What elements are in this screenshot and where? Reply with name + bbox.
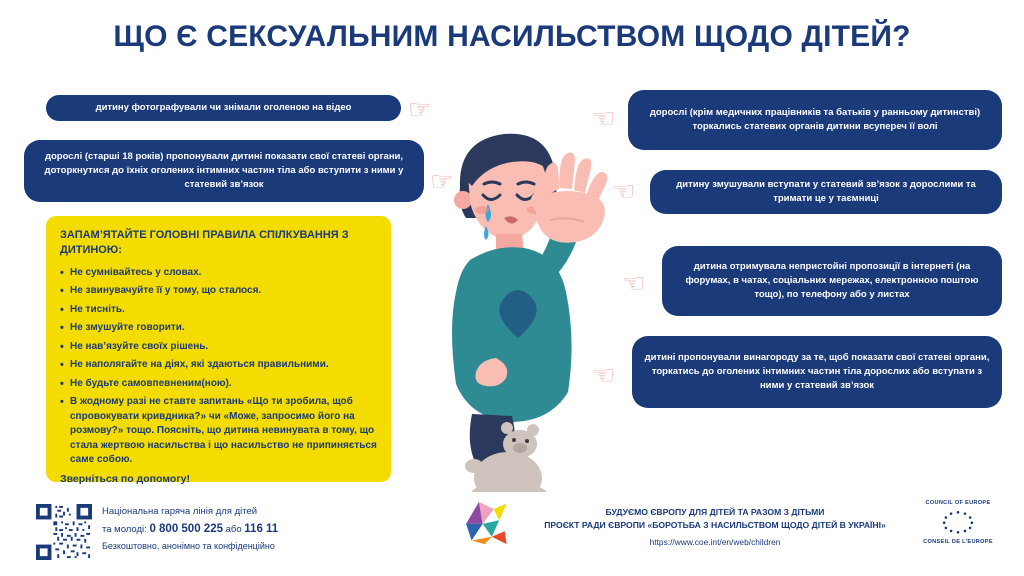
- eu-stars-icon: [917, 508, 999, 534]
- hotline-prefix: та молоді:: [102, 523, 150, 535]
- pointing-hand-icon: ☞: [430, 166, 454, 196]
- pointing-hand-icon: ☞: [592, 360, 616, 390]
- advice-cta: Зверніться по допомогу!: [60, 472, 191, 485]
- coe-logo-label-fr: CONSEIL DE L'EUROPE: [923, 538, 993, 545]
- coe-programme-text: [500, 506, 930, 549]
- advice-title: ЗАПАМ’ЯТАЙТЕ ГОЛОВНІ ПРАВИЛА СПІЛКУВАННЯ З ДИТИНОЮ:: [60, 229, 349, 256]
- bubble-online-proposals: дитина отримувала непристойні пропозиції в інтернеті (на форумах, в чатах, соціальних мережах, електронною поштою тощо), по телефону або у листах: [662, 246, 1002, 316]
- bubble-reward-offered: дитині пропонували винагороду за те, щоб показати свої статеві органи, торкатись до оголених інтимних частин тіла дорослих або вступати з ними у статевий зв’язок: [632, 336, 1002, 408]
- advice-list: [60, 266, 377, 468]
- hotline-number-secondary[interactable]: 116 11: [244, 522, 279, 535]
- page-title: ЩО Є СЕКСУАЛЬНИМ НАСИЛЬСТВОМ ЩОДО ДІТЕЙ?: [113, 20, 911, 53]
- qr-code-icon[interactable]: [36, 504, 92, 560]
- building-europe-logo: [462, 500, 518, 546]
- pointing-hand-icon: ☞: [612, 176, 636, 206]
- list-item: • Не нав’язуйте своїх рішень.: [60, 340, 377, 355]
- hotline-number-primary[interactable]: 0 800 500 225: [149, 522, 223, 535]
- list-item: • Не звинувачуйте її у тому, що сталося.: [60, 284, 377, 299]
- list-item: • Не наполягайте на діях, які здаються правильними.: [60, 358, 377, 373]
- pointing-hand-icon: ☞: [592, 103, 616, 133]
- list-item: • Не тисніть.: [60, 303, 377, 318]
- hotline-line-2: [102, 520, 432, 539]
- bubble-adults-proposed: дорослі (старші 18 років) пропонували дитині показати свої статеві органи, доторкнутися до їхніх оголених інтимних частин тіла або вступити з ними у статевий зв’язок: [24, 140, 424, 202]
- illustration-crying-child: [400, 92, 640, 492]
- advice-panel: [46, 216, 391, 485]
- pointing-hand-icon: ☞: [622, 268, 646, 298]
- hotline-line-3: Безкоштовно, анонімно та конфіденційно: [102, 540, 275, 551]
- hotline-block: [102, 504, 432, 553]
- coe-logo-label-en: COUNCIL OF EUROPE: [925, 500, 991, 506]
- hotline-or: або: [222, 523, 245, 535]
- list-item: • Не сумнівайтесь у словах.: [60, 266, 377, 281]
- list-item: • Не змушуйте говорити.: [60, 321, 377, 336]
- pointing-hand-icon: ☞: [408, 94, 432, 124]
- council-of-europe-logo: [912, 500, 1004, 562]
- bubble-adults-touched: дорослі (крім медичних працівників та батьків у ранньому дитинстві) торкались статевих органів дитини всупереч її волі: [628, 90, 1002, 150]
- coe-url[interactable]: https://www.coe.int/en/web/children: [649, 536, 781, 547]
- coe-line-2: ПРОЄКТ РАДИ ЄВРОПИ «БОРОТЬБА З НАСИЛЬСТВОМ ЩОДО ДІТЕЙ В УКРАЇНІ»: [544, 520, 886, 531]
- hotline-line-1: Національна гаряча лінія для дітей: [102, 506, 258, 517]
- list-item: • В жодному разі не ставте запитань «Що ти зробила, щоб спровокувати кривдника?» чи «Може, запросимо його на розмову?» тощо. Поясніть, що дитина невинувата в тому, що стала жертвою насильства і що насильство не припиняється саме собою.: [60, 395, 377, 468]
- coe-line-1: БУДУЄМО ЄВРОПУ ДЛЯ ДІТЕЙ ТА РАЗОМ З ДІТЬМИ: [605, 507, 825, 517]
- list-item: • Не будьте самовпевненим(ною).: [60, 377, 377, 392]
- bubble-forced-intercourse: дитину змушували вступати у статевий зв’язок з дорослими та тримати це у таємниці: [650, 170, 1002, 214]
- bubble-photographed: дитину фотографували чи знімали оголеною на відео: [46, 95, 401, 121]
